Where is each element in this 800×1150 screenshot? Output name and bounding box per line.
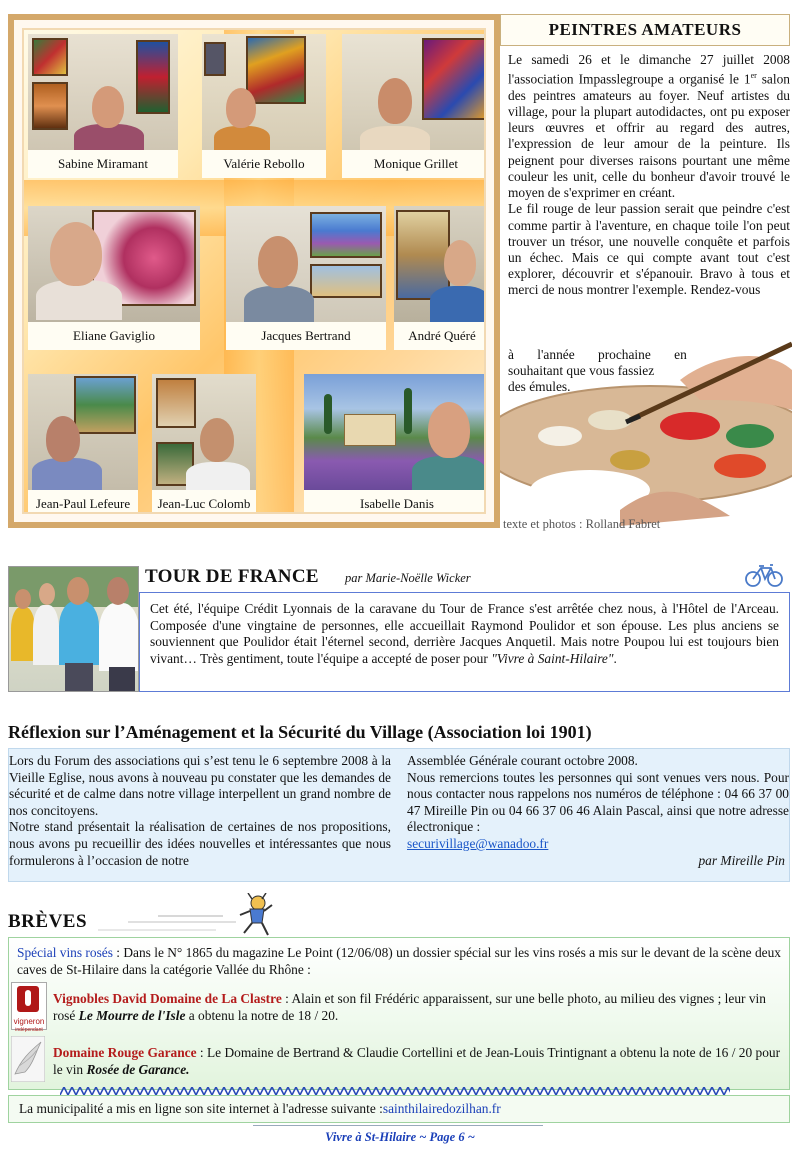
breve-item-garance: Domaine Rouge Garance : Le Domaine de Bertrand & Claudie Cortellini et de Jean-Louis Trintignant a obtenu la note de 16 / 20 pour le vin Rosée de Garance.	[53, 1045, 781, 1077]
painter-card	[226, 206, 386, 350]
painter-card	[28, 34, 178, 178]
vigneron-logo: vigneron indépendant	[11, 982, 47, 1030]
painters-article: Le samedi 26 et le dimanche 27 juillet 2008 l'association Impasslegroupe a organisé le 1er salon des peintres amateurs au foyer. Neuf artistes du village, pour la plupart autodidactes, ont pu exposer leurs œuvres et offrir au regard des autres, l'expression de leur amour de la peinture. Ils peignent pour diverses raisons pourtant une même couleur les unit, celle du bonheur d'avoir trouvé le moyen de s'exprimer en créant. Le fil rouge de leur passion serait que peindre c'est comme partir à l'aventure, en chaque toile l'on peut trouver un trésor, une nouvelle conquête et parfois un échec. Mais ce qui compte avant tout c'est explorer, découvrir et s'épanouir. Bravo à tous et merci de nous montrer l'exemple. Rendez-vous	[508, 52, 790, 298]
painter-name: André Quéré	[394, 322, 486, 350]
decorative-zigzag	[60, 1087, 730, 1095]
reflexion-left-column: Lors du Forum des associations qui s’est tenu le 6 septembre 2008 à la Vieille Eglise, nous avons à nouveau pu constater que les demandes de sécurité et de calme dans notre village interpellent un grand nombre de nos concitoyens. Notre stand présentait la réalisation de certaines de nos propositions, nous avons pu recueillir des idées nouvelles et intéressantes que nous formulerons à l’occasion de notre	[9, 753, 391, 868]
painter-card	[152, 374, 256, 514]
painter-name: Eliane Gaviglio	[28, 322, 200, 350]
painter-card	[304, 374, 486, 514]
bicycle-icon	[744, 562, 784, 588]
email-link[interactable]: securivillage@wanadoo.fr	[407, 835, 549, 851]
reflexion-article	[8, 748, 790, 882]
painter-name: Sabine Miramant	[28, 150, 178, 178]
painter-card	[28, 206, 200, 350]
painter-card	[394, 206, 486, 350]
painter-name: Jean-Luc Colomb	[152, 490, 256, 514]
painter-card	[342, 34, 486, 178]
painter-card	[28, 374, 138, 514]
website-notice: La municipalité a mis en ligne son site internet à l'adresse suivante : sainthilairedozilhan.fr	[8, 1095, 790, 1123]
breve-item-rose-wines: Spécial vins rosés : Dans le N° 1865 du magazine Le Point (12/06/08) un dossier spécial sur les vins rosés a mis sur le devant de la scène deux caves de St-Hilaire dans la catégorie Vallée du Rhône :	[17, 945, 781, 977]
breves-title: BRÈVES	[8, 911, 88, 932]
painter-name: Jean-Paul Lefeure	[28, 490, 138, 514]
tour-de-france-author: par Marie-Noëlle Wicker	[345, 571, 471, 585]
tour-de-france-article: Cet été, l'équipe Crédit Lyonnais de la caravane du Tour de France s'est arrêtée chez nous, à l'Hôtel de l'Arceau. Composée d'une vingtaine de personnes, elle accueillait Raymond Poulidor et son épouse. Les plus anciens se souviennent que Poulidor était l'éternel second, derrière Jacques Anquetil. Mais notre Poupou lui est toujours bien vivant… Très gentiment, toute l'équipe a accepté de poser pour "Vivre à Saint-Hilaire".	[139, 592, 790, 692]
footer-divider	[253, 1125, 543, 1126]
website-link[interactable]: sainthilairedozilhan.fr	[382, 1101, 501, 1116]
reflexion-signature: par Mireille Pin	[698, 852, 785, 868]
breves-box	[8, 937, 790, 1090]
breve-item-clastre: Vignobles David Domaine de La Clastre : Alain et son fil Frédéric apparaissent, sur une belle photo, au milieu des vignes ; leur vin rosé Le Mourre de l'Isle a obtenu la notre de 18 / 20.	[53, 991, 766, 1023]
bird-logo-icon	[11, 1036, 45, 1082]
painter-name: Isabelle Danis	[304, 490, 486, 514]
decorative-lines	[98, 912, 238, 936]
reflexion-title: Réflexion sur l’Aménagement et la Sécurité du Village (Association loi 1901)	[8, 722, 592, 742]
page-footer: Vivre à St-Hilaire ~ Page 6 ~	[325, 1130, 475, 1144]
painter-name: Monique Grillet	[342, 150, 486, 178]
painter-name: Jacques Bertrand	[226, 322, 386, 350]
painters-title: PEINTRES AMATEURS	[500, 14, 790, 46]
painters-collage	[8, 14, 500, 528]
reflexion-right-column: Assemblée Générale courant octobre 2008. Nous remercions toutes les personnes qui sont venues vers nous. Pour nous contacter nous rappelons nos numéros de téléphone : 04 66 37 00 47 Mireille Pin ou 04 66 37 06 46 Alain Pascal, ainsi que notre adresse électronique : securivillage@wanadoo.fr par Mireille Pin	[407, 753, 789, 868]
painters-article-end: à l'année prochaine en souhaitant que vous fassiez des émules.	[508, 347, 687, 395]
tour-de-france-title: TOUR DE FRANCE	[145, 566, 319, 587]
painter-card	[202, 34, 326, 178]
running-mascot-icon	[238, 893, 274, 937]
photo-credit: texte et photos : Rolland Fabret	[503, 517, 661, 531]
painter-name: Valérie Rebollo	[202, 150, 326, 178]
tour-de-france-photo	[8, 566, 139, 692]
palette-illustration	[500, 340, 792, 526]
